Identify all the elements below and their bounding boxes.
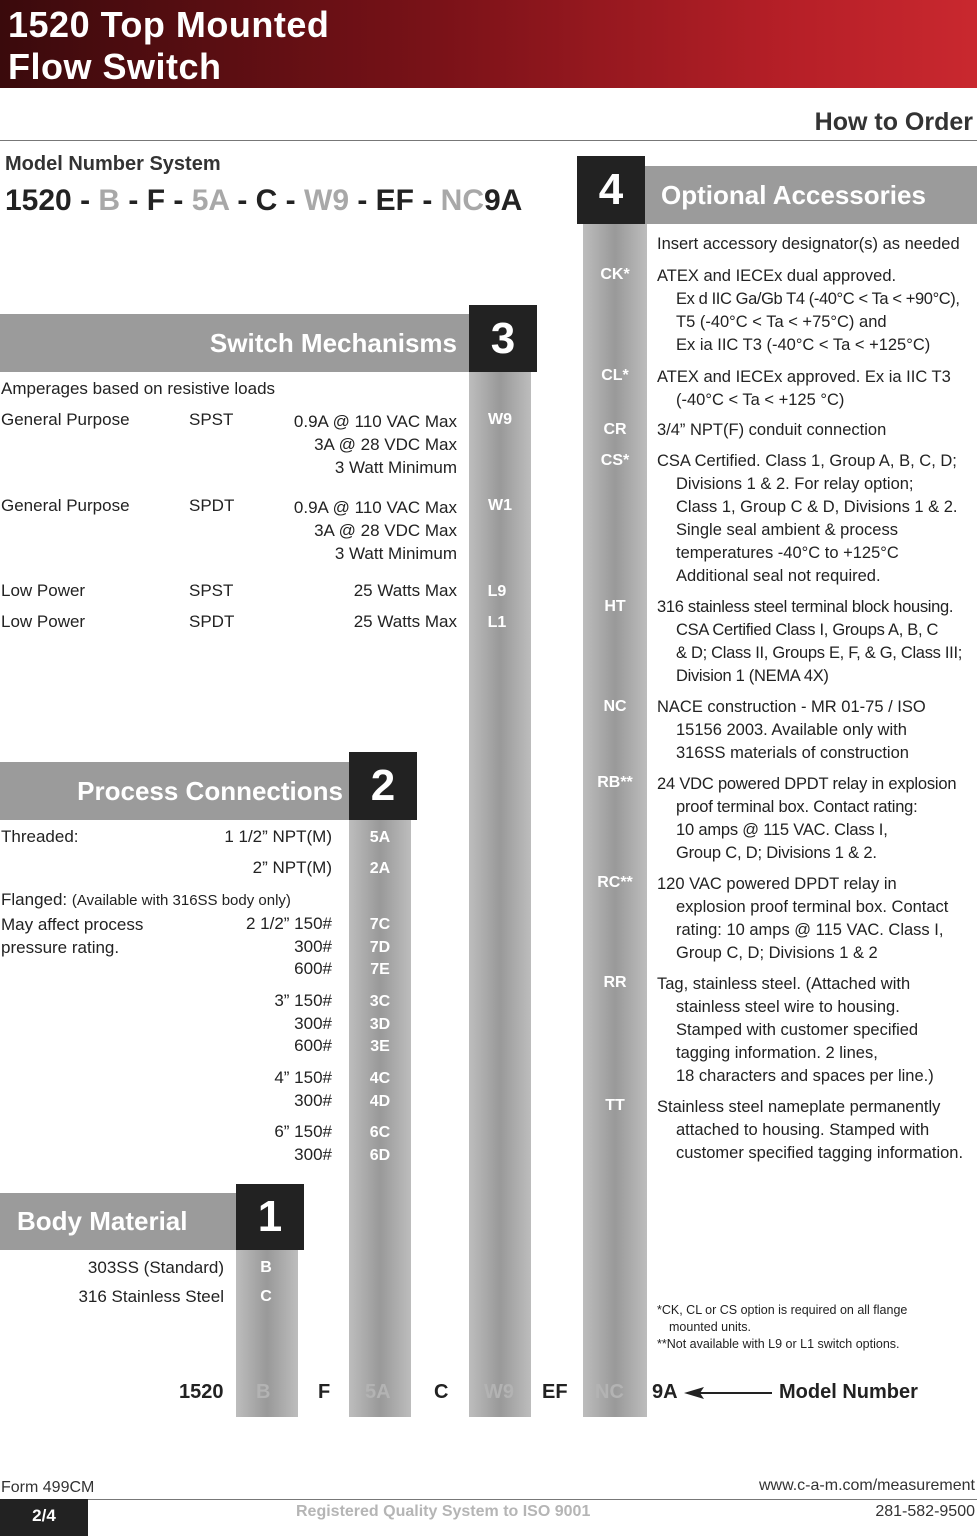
flange-codes-group-d: 6C 6D <box>369 1124 391 1164</box>
website-url: www.c-a-m.com/measurement <box>758 1477 975 1494</box>
flange-sizes-group-a: 2 1/2” 150# 300# 600# <box>245 914 332 978</box>
accessory-description: 316 stainless steel terminal block housing. CSA Certified Class I, Groups A, B, C & D; Class II, Groups E, F, & G, Class III; Division 1 (NEMA 4X) <box>657 598 963 685</box>
accessory-description: ATEX and IECEx approved. Ex ia IIC T3 (-40°C < Ta < +125 °C) <box>657 368 951 409</box>
quality-statement: Registered Quality System to ISO 9001 <box>296 1503 591 1520</box>
arrow-left-icon <box>684 1386 774 1400</box>
flange-codes-group-c: 4C 4D <box>369 1070 391 1110</box>
flange-codes-group-b: 3C 3D 3E <box>369 993 391 1055</box>
accessory-code: RB** <box>597 774 633 791</box>
switch-ratings: 25 Watts Max <box>353 581 457 600</box>
body-material-name: 316 Stainless Steel <box>78 1287 224 1306</box>
switch-type: SPST <box>189 410 234 429</box>
page-number: 2/4 <box>0 1499 88 1536</box>
flanged-warning: May affect process pressure rating. <box>1 915 144 957</box>
model-part: B <box>256 1381 271 1403</box>
switch-ratings: 0.9A @ 110 VAC Max 3A @ 28 VDC Max 3 Watt Minimum <box>293 412 457 477</box>
model-part: 9A <box>652 1381 678 1403</box>
process-code: 2A <box>369 860 391 877</box>
switch-code: L1 <box>487 614 507 631</box>
accessory-description: ATEX and IECEx dual approved. Ex d IIC Ga/Gb T4 (-40°C < Ta < +90°C), T5 (-40°C < Ta < +75°C) and Ex ia IIC T3 (-40°C < Ta < +125°C) <box>657 267 960 354</box>
footer-divider <box>0 1499 977 1500</box>
section-title: How to Order <box>814 108 973 136</box>
accessory-code: RC** <box>597 874 633 891</box>
flange-sizes-group-d: 6” 150# 300# <box>274 1122 332 1164</box>
body-code: C <box>260 1288 272 1305</box>
model-part: 1520 <box>179 1381 224 1403</box>
accessories-banner: Optional Accessories <box>645 166 977 224</box>
switch-code: W1 <box>488 497 512 514</box>
footnotes: *CK, CL or CS option is required on all flange mounted units. **Not available with L9 or L1 switch options. <box>657 1303 908 1351</box>
accessory-code: CS* <box>600 452 630 469</box>
section-number-2: 2 <box>349 752 417 820</box>
phone-number: 281-582-9500 <box>875 1503 975 1520</box>
model-part: NC <box>595 1381 624 1403</box>
accessory-description: 120 VAC powered DPDT relay in explosion proof terminal box. Contact rating: 10 amps @ 115 VAC. Class I, Group C, D; Divisions 1 & 2 <box>657 875 949 962</box>
accessory-code: TT <box>605 1097 625 1114</box>
switch-ratings: 25 Watts Max <box>353 612 457 631</box>
switch-name: Low Power <box>1 581 86 600</box>
accessory-description: NACE construction - MR 01-75 / ISO 15156 2003. Available only with 316SS materials of construction <box>657 698 926 762</box>
switch-banner: Switch Mechanisms <box>0 314 469 372</box>
accessory-description: Tag, stainless steel. (Attached with stainless steel wire to housing. Stamped with customer specified tagging information. 2 lines, 18 characters and spaces per line.) <box>657 975 934 1085</box>
page-title: 1520 Top Mounted Flow Switch <box>8 4 330 87</box>
body-code: B <box>260 1259 272 1276</box>
body-banner: Body Material <box>0 1193 236 1250</box>
switch-name: General Purpose <box>1 496 130 515</box>
switch-name: Low Power <box>1 612 86 631</box>
switch-type: SPST <box>189 581 234 600</box>
section-number-1: 1 <box>236 1184 304 1250</box>
accessory-code: HT <box>604 598 626 615</box>
switch-name: General Purpose <box>1 410 130 429</box>
threaded-label: Threaded: <box>1 827 79 846</box>
accessory-code: CL* <box>601 367 629 384</box>
flange-codes-group-a: 7C 7D 7E <box>369 916 391 978</box>
switch-code: L9 <box>487 583 507 600</box>
form-number: Form 499CM <box>1 1479 95 1496</box>
model-system-label: Model Number System <box>5 153 221 175</box>
switch-type: SPDT <box>189 612 235 631</box>
switch-note: Amperages based on resistive loads <box>1 379 276 398</box>
model-part: F <box>318 1381 331 1403</box>
accessory-code: RR <box>603 974 627 991</box>
model-part: W9 <box>484 1381 514 1403</box>
accessories-intro: Insert accessory designator(s) as needed <box>657 235 960 253</box>
model-number-label: Model Number <box>779 1381 918 1403</box>
accessory-code: NC <box>603 698 627 715</box>
switch-code: W9 <box>488 411 512 428</box>
accessory-description: 3/4” NPT(F) conduit connection <box>657 421 887 439</box>
accessory-description: 24 VDC powered DPDT relay in explosion proof terminal box. Contact rating: 10 amps @ 115 VAC. Class I, Group C, D; Divisions 1 & 2. <box>657 775 957 862</box>
section-number-3: 3 <box>469 305 537 372</box>
accessory-description: CSA Certified. Class 1, Group A, B, C, D; Divisions 1 & 2. For relay option; Class 1, Group C & D, Divisions 1 & 2. Single seal ambient & process temperatures -40°C to +125°C Additional seal not required. <box>657 452 958 585</box>
accessory-code: CR <box>603 421 627 438</box>
model-number-example: 1520 - B - F - 5A - C - W9 - EF - NC9A <box>5 184 523 217</box>
model-part: EF <box>542 1381 568 1403</box>
accessory-description: Stainless steel nameplate permanently attached to housing. Stamped with customer specified tagging information. <box>657 1098 964 1162</box>
divider <box>0 140 977 141</box>
process-code: 5A <box>369 829 391 846</box>
process-banner: Process Connections <box>0 762 349 820</box>
accessory-code: CK* <box>600 266 630 283</box>
flange-sizes-group-c: 4” 150# 300# <box>274 1068 332 1110</box>
threaded-size: 2” NPT(M) <box>252 858 332 877</box>
switch-ratings: 0.9A @ 110 VAC Max 3A @ 28 VDC Max 3 Watt Minimum <box>293 498 457 563</box>
section-number-4: 4 <box>577 156 645 224</box>
body-material-name: 303SS (Standard) <box>87 1258 224 1277</box>
flanged-label: Flanged: (Available with 316SS body only) <box>1 890 291 909</box>
threaded-size: 1 1/2” NPT(M) <box>224 827 332 846</box>
switch-type: SPDT <box>189 496 235 515</box>
model-part: C <box>434 1381 449 1403</box>
accessories-column <box>583 224 647 1417</box>
process-column <box>349 820 411 1417</box>
model-part: 5A <box>365 1381 391 1403</box>
switch-column <box>469 372 531 1417</box>
flange-sizes-group-b: 3” 150# 300# 600# <box>274 991 332 1055</box>
